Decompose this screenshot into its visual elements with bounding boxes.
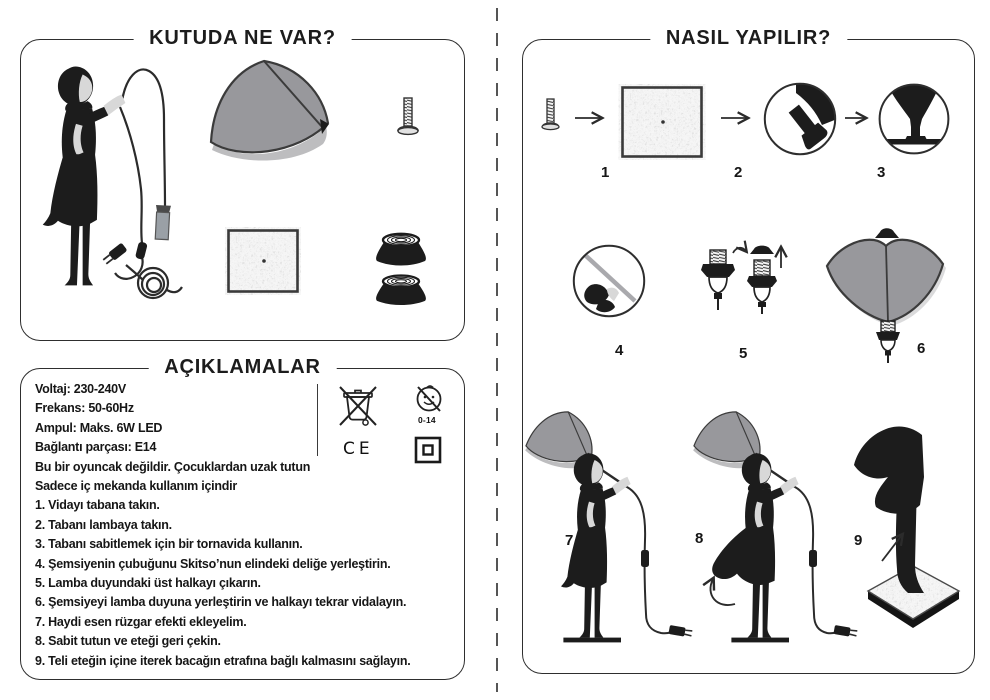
inline-switch-icon (135, 241, 148, 260)
spec-fitting: Bağlantı parçası: E14 (35, 440, 157, 455)
age-restriction-label: 0-14 (418, 415, 436, 425)
screw-icon (395, 96, 421, 140)
step7-assembled-lamp (523, 400, 713, 646)
curved-arrow-icon (733, 248, 746, 253)
plug-icon (102, 243, 128, 266)
skitso-figure-with-cable-illustration (36, 57, 186, 319)
spec-voltage: Voltaj: 230-240V (35, 382, 126, 396)
step-number-5: 5 (739, 345, 748, 362)
icons-divider-line (317, 384, 318, 456)
warning-indoor-only: Sadece iç mekanda kullanım içindir (35, 479, 238, 494)
step4-rod-into-hand-detail (571, 243, 647, 319)
class-ii-insulation-icon (414, 436, 442, 464)
step-number-6: 6 (917, 340, 926, 357)
arrow-right-icon (573, 110, 609, 126)
step-number-4: 4 (615, 342, 624, 359)
arrow-right-icon (843, 110, 873, 126)
warning-not-a-toy: Bu bir oyuncak değildir. Çocuklardan uzak tutun (35, 459, 311, 474)
instruction-step-8: 8. Sabit tutun ve eteği geri çekin. (35, 634, 221, 649)
socket-ring-removed-icon (747, 246, 777, 314)
specifications-text-block (35, 380, 463, 671)
base-ring-top-icon (376, 234, 426, 266)
ring-icon (875, 228, 899, 238)
step-number-3: 3 (877, 164, 886, 181)
step-number-1: 1 (601, 164, 610, 181)
spec-frequency: Frekans: 50-60Hz (35, 401, 134, 416)
step-number-2: 2 (734, 164, 743, 181)
box-contents-panel-title: KUTUDA NE VAR? (133, 27, 352, 50)
page-fold-dashed-divider (496, 8, 498, 692)
instruction-step-4: 4. Şemsiyenin çubuğunu Skitso’nun elindeki deliğe yerleştirin. (35, 556, 391, 571)
inline-switch-icon (809, 550, 817, 567)
fabric-base-square (227, 229, 299, 293)
specifications-panel-title: AÇIKLAMALAR (148, 356, 337, 379)
coiled-cord-icon (138, 268, 182, 298)
step5-remove-ring-detail (699, 244, 785, 316)
step1-fabric-base (621, 86, 703, 158)
ce-mark-icon: CE (343, 439, 374, 459)
step2-attach-leg-detail (762, 81, 838, 157)
instruction-step-1: 1. Vidayı tabana takın. (35, 498, 160, 513)
weee-bin-icon (337, 383, 379, 427)
plug-icon (668, 625, 692, 638)
instruction-step-5: 5. Lamba duyundaki üst halkayı çıkarın. (35, 576, 261, 591)
box-contents-panel (20, 27, 465, 341)
screw-small-icon (541, 97, 561, 135)
specifications-panel (20, 356, 465, 680)
step-number-9: 9 (854, 532, 863, 549)
base-ring-bottom-icon (376, 276, 426, 305)
step-number-8: 8 (695, 530, 704, 547)
socket-with-ring-icon (701, 250, 735, 310)
lifted-skirt-silhouette (854, 427, 924, 514)
assembly-steps-panel (522, 27, 975, 674)
inline-switch-icon (641, 550, 649, 567)
umbrella-shade-illustration (204, 56, 334, 168)
instruction-step-6: 6. Şemsiyeyi lamba duyuna yerleştirin ve halkayı tekrar vidalayın. (35, 595, 407, 610)
curved-arrow-icon (710, 579, 735, 605)
arrow-right-icon (719, 110, 755, 126)
instruction-step-2: 2. Tabanı lambaya takın. (35, 517, 172, 532)
lamp-socket-icon (154, 205, 171, 240)
instruction-step-3: 3. Tabanı sabitlemek için bir tornavida kullanın. (35, 537, 303, 552)
spec-bulb: Ampul: Maks. 6W LED (35, 420, 163, 435)
step6-shade-onto-socket (824, 224, 950, 364)
no-children-icon (413, 384, 445, 414)
step9-skirt-over-base-detail (846, 421, 964, 637)
step-number-7: 7 (565, 532, 574, 549)
assembly-panel-title: NASIL YAPILIR? (650, 27, 847, 50)
instruction-step-9: 9. Teli eteğin içine iterek bacağın etrafına bağlı kalmasını sağlayın. (35, 653, 411, 668)
step3-leg-on-base-detail (877, 82, 951, 156)
base-rings-illustration (371, 230, 431, 310)
instruction-step-7: 7. Haydi esen rüzgar efekti ekleyelim. (35, 614, 247, 629)
